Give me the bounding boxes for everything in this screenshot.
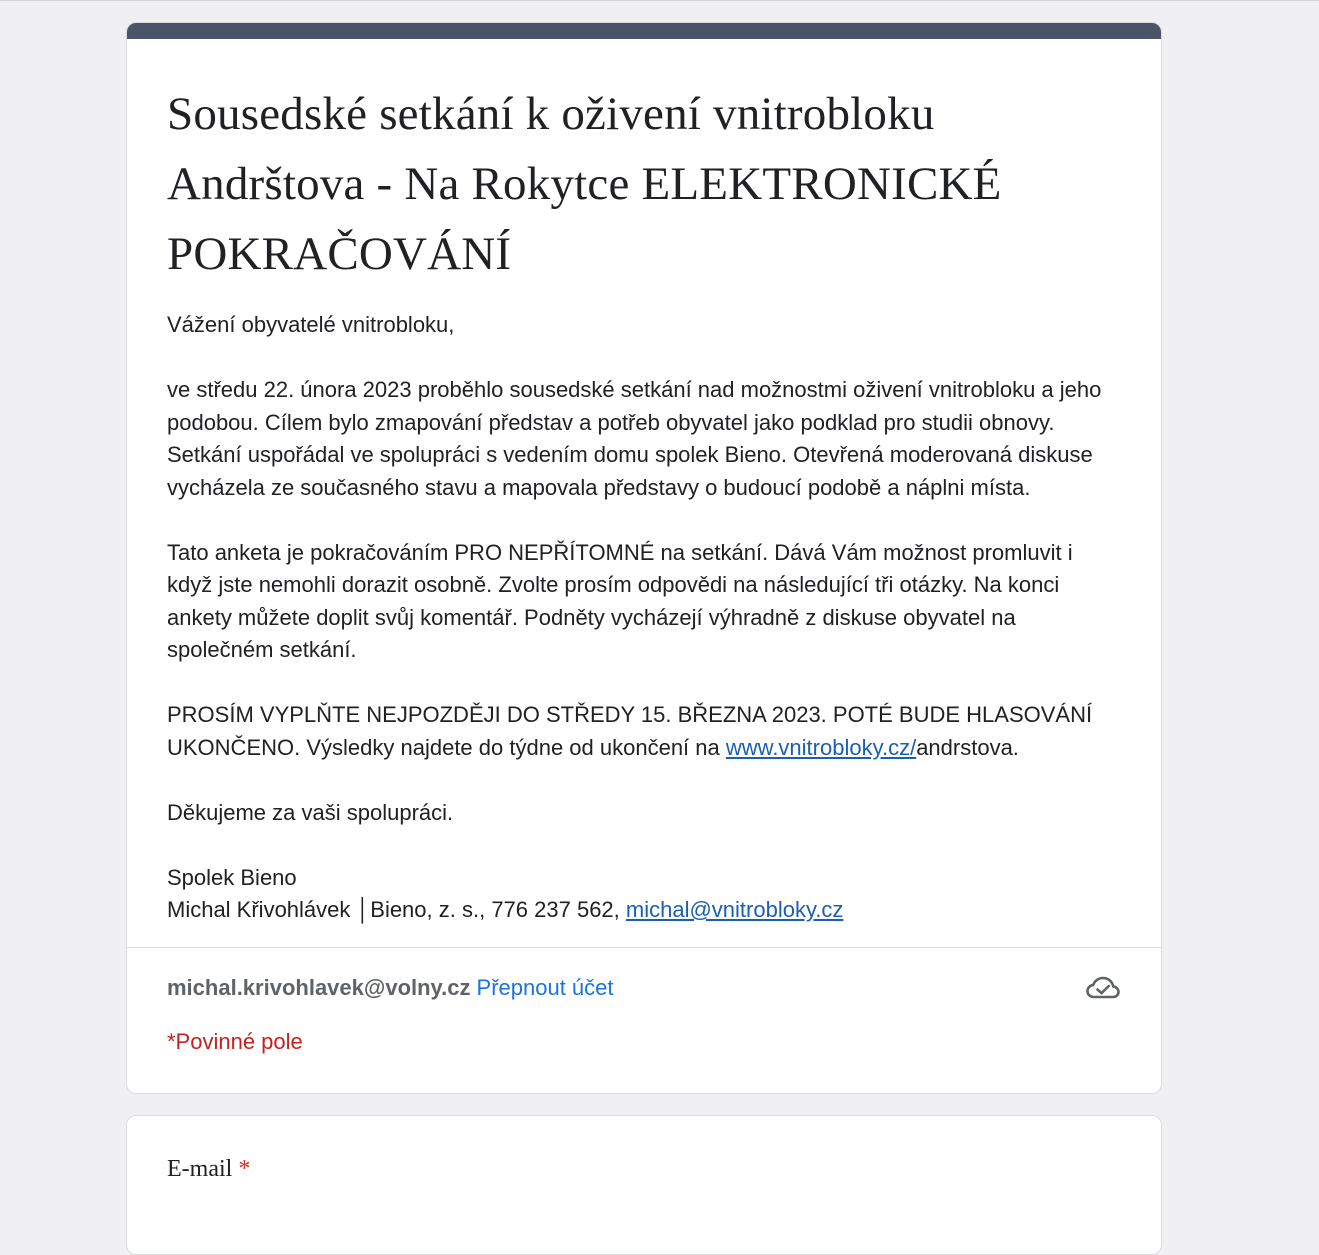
required-field-note: *Povinné pole bbox=[167, 1028, 303, 1054]
question-title: E-mail bbox=[167, 1156, 233, 1182]
required-asterisk: * bbox=[238, 1156, 251, 1182]
signature-org: Spolek Bieno bbox=[167, 864, 297, 890]
header-accent-bar bbox=[126, 22, 1162, 39]
description-signature bbox=[167, 862, 1121, 927]
deadline-text: PROSÍM VYPLŇTE NEJPOZDĚJI DO STŘEDY 15. BŘEZNA 2023. POTÉ BUDE HLASOVÁNÍ UKONČENO. Výsledky najdete do týdne od ukončení na bbox=[167, 702, 1093, 760]
description-paragraph-1: ve středu 22. února 2023 proběhlo sousedské setkání nad možnostmi oživení vnitrobloku a jeho podobou. Cílem bylo zmapování představ a potřeb obyvatel jako podklad pro studii obnovy. Setkání uspořádal ve spolupráci s vedením domu spolek Bieno. Otevřená moderovaná diskuse vycházela ze současného stavu a mapovala představy o budoucí podobě a náplni místa. bbox=[167, 377, 1102, 500]
question-label bbox=[127, 1116, 1161, 1183]
form-description bbox=[127, 289, 1161, 927]
description-greeting: Vážení obyvatelé vnitrobloku, bbox=[167, 312, 455, 337]
signature-contact: Michal Křivohlávek │Bieno, z. s., 776 237 562, bbox=[167, 897, 626, 922]
question-card-email bbox=[126, 1115, 1162, 1255]
description-thanks: Děkujeme za vaši spolupráci. bbox=[167, 799, 454, 825]
description-paragraph-2: Tato anketa je pokračováním PRO NEPŘÍTOMNÉ na setkání. Dává Vám možnost promluvit i když jste nemohli dorazit osobně. Zvolte prosím odpovědi na následující tři otázky. Na konci ankety můžete doplit svůj komentář. Podněty vycházejí výhradně z diskuse obyvatel na společném setkání. bbox=[167, 539, 1073, 662]
form-header-card bbox=[126, 22, 1162, 1094]
description-paragraph-3 bbox=[167, 699, 1121, 764]
account-row bbox=[127, 948, 1161, 1002]
signature-email-link[interactable]: michal@vnitrobloky.cz bbox=[625, 897, 844, 922]
form-title: Sousedské setkání k oživení vnitrobloku Andrštova - Na Rokytce ELEKTRONICKÉ POKRAČOVÁNÍ bbox=[167, 88, 1002, 280]
account-email: michal.krivohlavek@volny.cz bbox=[167, 974, 471, 1000]
switch-account-link[interactable]: Přepnout účet bbox=[476, 974, 614, 1000]
cloud-check-icon bbox=[1085, 974, 1121, 1002]
results-link-suffix: andrstova. bbox=[916, 734, 1019, 760]
results-link[interactable]: www.vnitrobloky.cz/ bbox=[725, 734, 917, 760]
